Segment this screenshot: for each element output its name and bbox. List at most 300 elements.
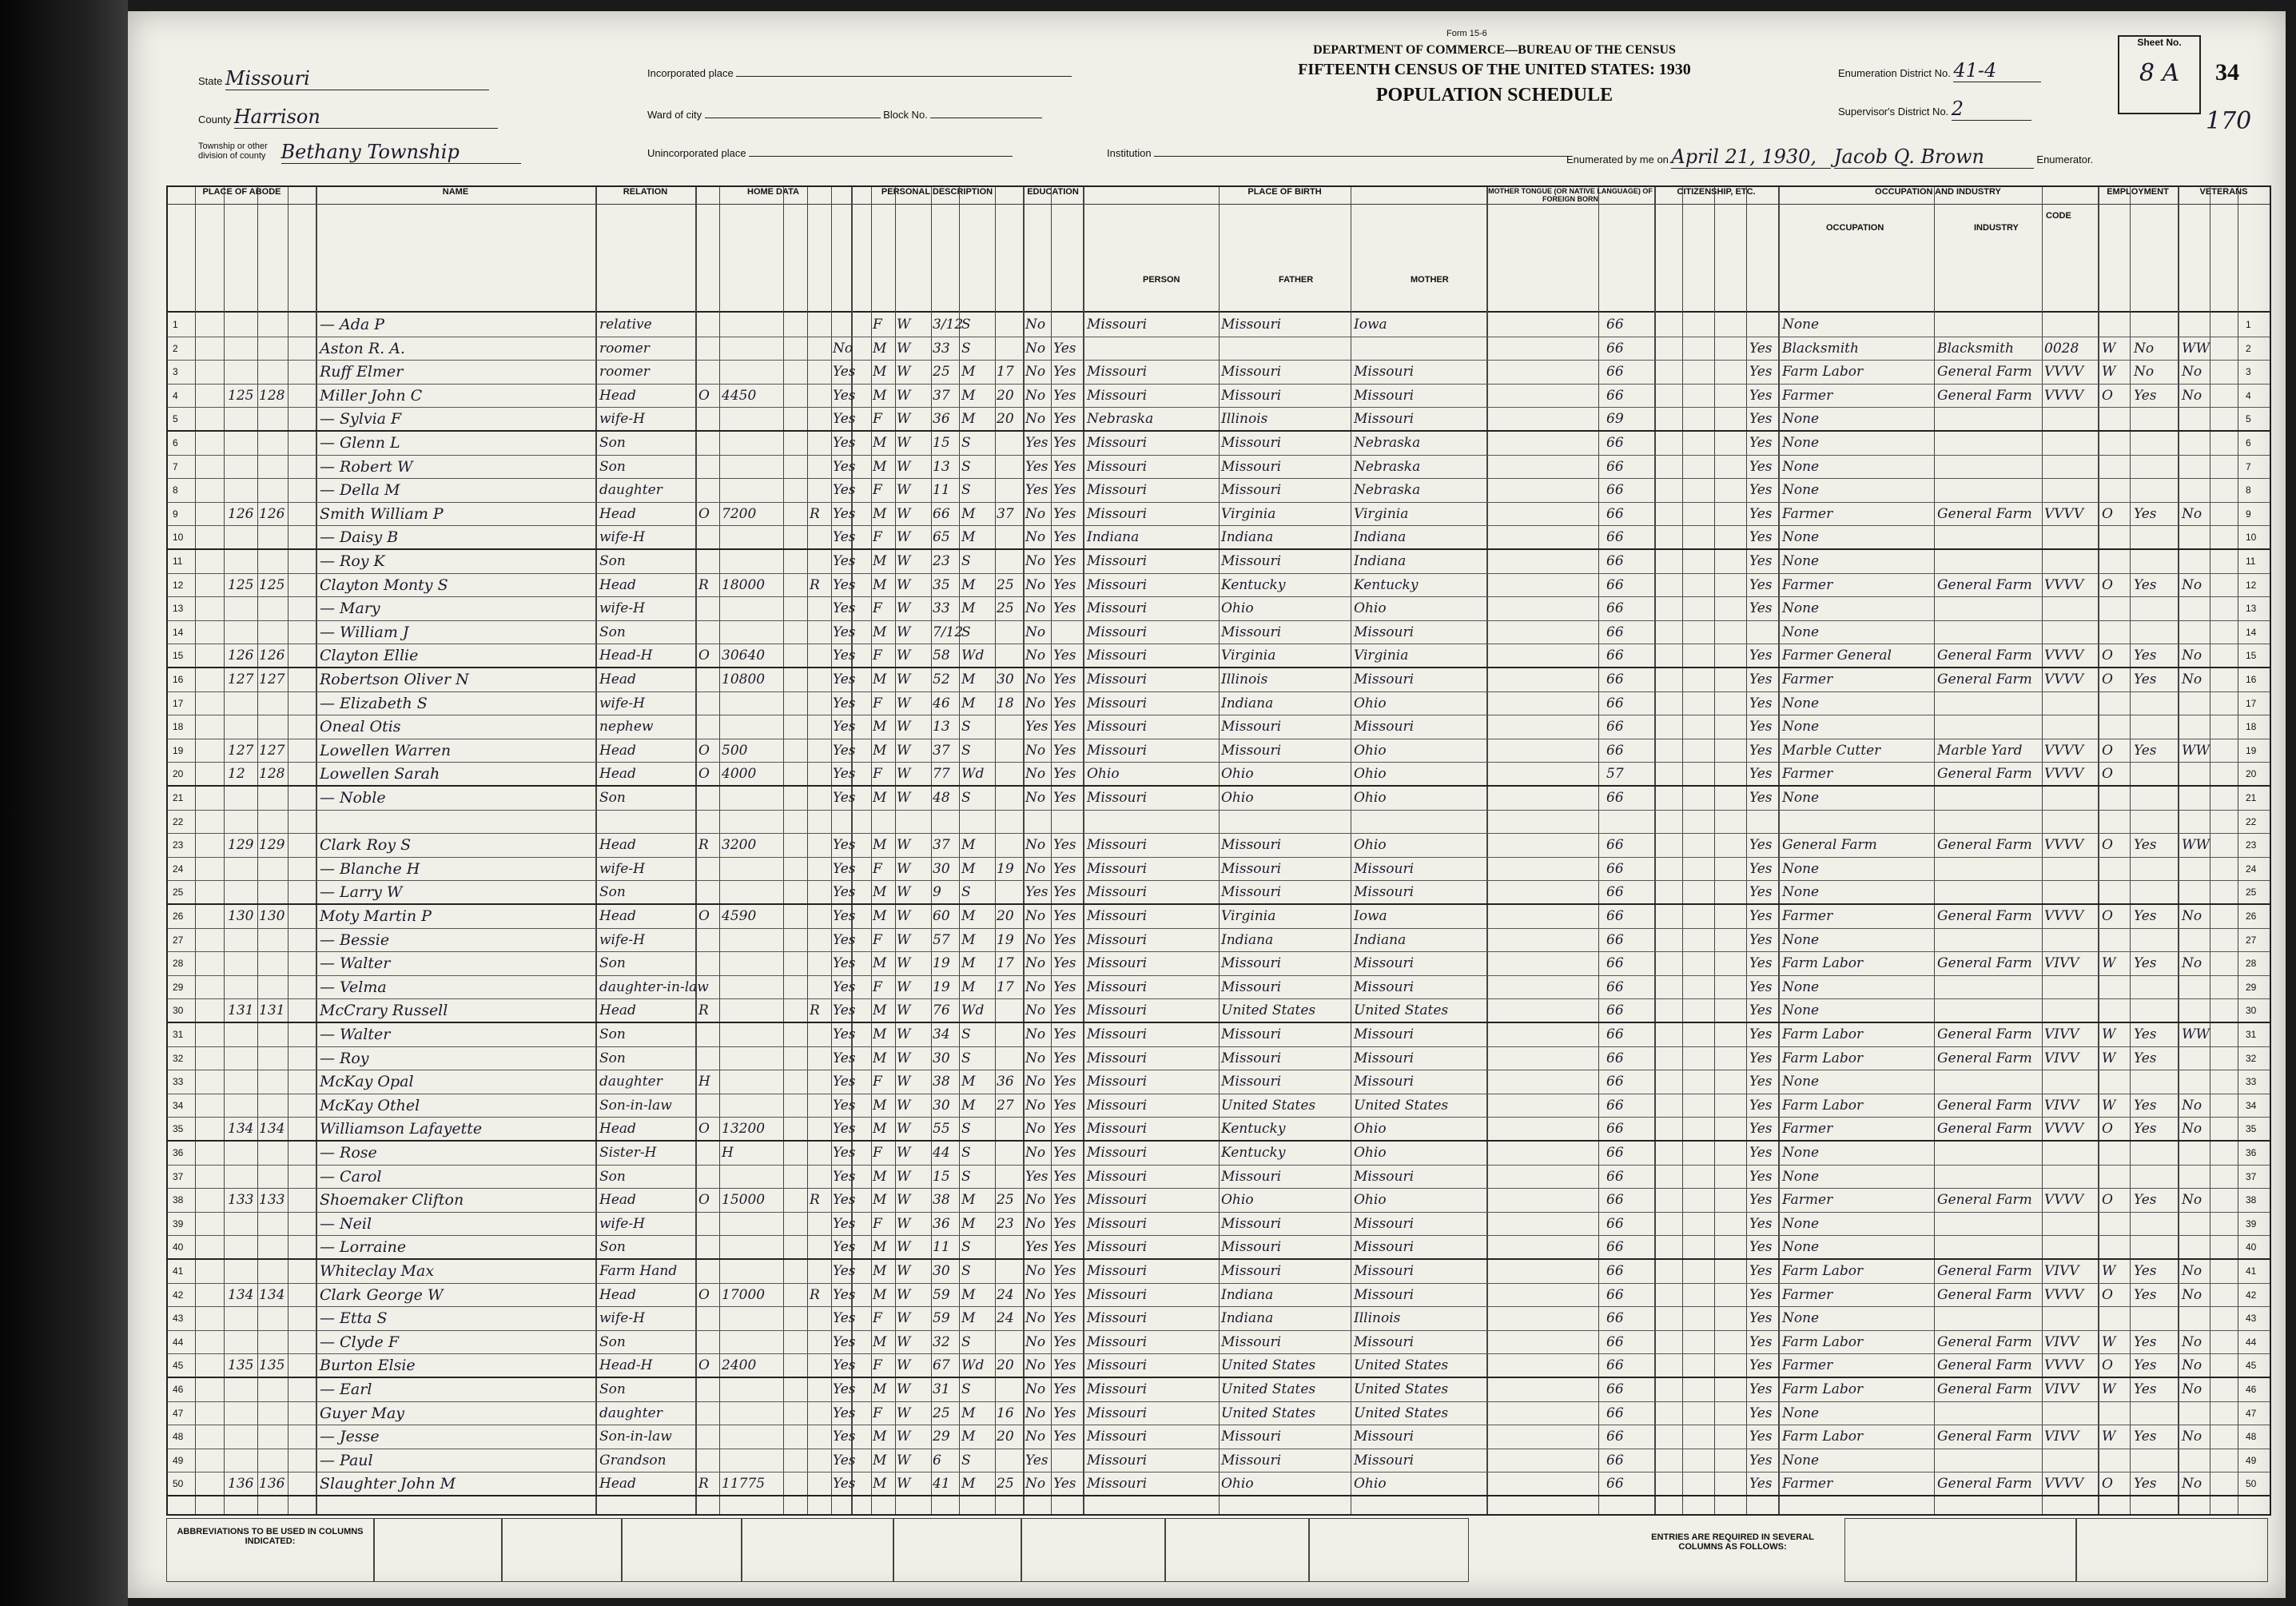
veteran-cell — [2182, 1213, 2209, 1236]
school-cell: No — [1025, 1097, 1046, 1114]
occupation-code-cell: VVVV — [2044, 671, 2084, 687]
class-of-worker-cell: O — [2102, 908, 2113, 924]
radio-set-cell — [810, 313, 830, 337]
age-at-marriage-cell — [997, 337, 1022, 361]
sex-cell: M — [873, 1263, 887, 1279]
sex-cell: F — [873, 1357, 882, 1374]
supervisor-label: Supervisor's District No. — [1838, 106, 1949, 118]
industry-cell — [1937, 456, 2041, 479]
industry-cell — [1937, 929, 2041, 952]
occupation-cell: Marble Cutter — [1782, 742, 1881, 759]
tongue-code-cell — [1606, 811, 1651, 834]
occupation-cell: Farm Labor — [1782, 1026, 1864, 1042]
dwelling-number-cell — [228, 1331, 256, 1354]
home-value-cell — [722, 526, 782, 548]
birthplace-mother-cell: Missouri — [1354, 1026, 1415, 1042]
sex-cell: M — [873, 1168, 887, 1185]
sex-cell: M — [873, 505, 887, 522]
birthplace-mother-cell: Illinois — [1354, 1310, 1401, 1327]
school-cell: No — [1025, 766, 1046, 783]
dwelling-number-cell: 126 — [228, 648, 254, 664]
home-value-cell: H — [722, 1145, 734, 1161]
speaks-english-cell: Yes — [1749, 860, 1773, 877]
home-value-cell — [722, 1166, 782, 1189]
occupation-code-cell — [2044, 858, 2097, 881]
birthplace-father-cell: Missouri — [1221, 884, 1282, 901]
can-read-cell: Yes — [1053, 576, 1076, 593]
dwelling-number-cell — [228, 976, 256, 999]
birthplace-father-cell: Kentucky — [1221, 1145, 1286, 1161]
race-cell: W — [897, 884, 911, 901]
line-number-right: 23 — [2246, 839, 2257, 851]
class-of-worker-cell: O — [2102, 837, 2113, 854]
birthplace-person-cell: Missouri — [1087, 790, 1148, 806]
relation-cell: Head — [599, 1286, 636, 1303]
relation-cell: roomer — [599, 340, 650, 357]
person-name-cell: — Walter — [320, 954, 391, 973]
school-cell: No — [1025, 908, 1046, 924]
speaks-english-cell: Yes — [1749, 1192, 1773, 1209]
birthplace-father-cell: Missouri — [1221, 978, 1282, 995]
sex-cell: M — [873, 435, 887, 451]
birthplace-mother-cell: Nebraska — [1354, 435, 1421, 451]
speaks-english-cell: Yes — [1749, 553, 1773, 569]
age-cell: 30 — [933, 860, 950, 877]
footer-box-9 — [1844, 1518, 2076, 1582]
home-value-cell: 15000 — [722, 1192, 766, 1209]
can-read-cell: Yes — [1053, 1476, 1076, 1492]
employed-cell — [2134, 1236, 2177, 1258]
age-at-marriage-cell: 20 — [997, 1357, 1014, 1374]
birthplace-mother-cell: United States — [1354, 1002, 1449, 1019]
relation-cell: Head-H — [599, 648, 653, 664]
sex-cell: F — [873, 1145, 882, 1161]
home-value-cell — [722, 787, 782, 810]
industry-cell: General Farm — [1937, 1192, 2032, 1209]
sex-cell: M — [873, 790, 887, 806]
school-cell: No — [1025, 695, 1046, 711]
veteran-cell: No — [2182, 1429, 2202, 1445]
age-cell: 25 — [933, 1405, 950, 1421]
industry-cell: Marble Yard — [1937, 742, 2023, 759]
employed-cell: No — [2134, 364, 2155, 381]
school-cell: Yes — [1025, 884, 1049, 901]
race-cell: W — [897, 908, 911, 924]
industry-cell — [1937, 1402, 2041, 1425]
occupation-cell: Farmer — [1782, 908, 1833, 924]
occupation-code-cell — [2044, 597, 2097, 620]
class-of-worker-cell — [2102, 929, 2129, 952]
age-cell: 36 — [933, 411, 950, 428]
person-name-cell: — Jesse — [320, 1428, 380, 1446]
dwelling-number-cell — [228, 597, 256, 620]
marital-status-cell: M — [961, 1215, 976, 1232]
can-read-cell: Yes — [1053, 458, 1076, 475]
can-read-cell — [1053, 621, 1082, 644]
family-number-cell — [259, 811, 287, 834]
tongue-code-cell: 66 — [1606, 1310, 1624, 1327]
age-cell: 44 — [933, 1145, 950, 1161]
sex-cell: F — [873, 600, 882, 617]
can-read-cell: Yes — [1053, 931, 1076, 948]
can-read-cell: Yes — [1053, 1429, 1076, 1445]
home-value-cell: 13200 — [722, 1121, 766, 1138]
on-farm-cell — [833, 313, 852, 337]
family-number-cell — [259, 1260, 287, 1283]
can-read-cell: Yes — [1053, 908, 1076, 924]
occupation-cell: Farmer — [1782, 576, 1833, 593]
employed-cell: Yes — [2134, 671, 2157, 687]
person-name-cell: McCrary Russell — [320, 1002, 448, 1020]
marital-status-cell: M — [961, 364, 976, 381]
tongue-code-cell: 66 — [1606, 671, 1624, 687]
birthplace-father-cell: United States — [1221, 1002, 1316, 1019]
on-farm-cell: Yes — [833, 790, 856, 806]
employed-cell — [2134, 408, 2177, 430]
home-owned-cell — [698, 929, 718, 952]
school-cell: No — [1025, 553, 1046, 569]
occupation-cell: Farmer — [1782, 505, 1833, 522]
race-cell: W — [897, 790, 911, 806]
birthplace-father-cell: Ohio — [1221, 600, 1254, 617]
line-number-right: 38 — [2246, 1194, 2257, 1206]
age-at-marriage-cell — [997, 432, 1022, 455]
age-at-marriage-cell: 20 — [997, 411, 1014, 428]
relation-cell: Head — [599, 387, 636, 404]
employed-cell: Yes — [2134, 648, 2157, 664]
occupation-cell: None — [1782, 860, 1820, 877]
race-cell: W — [897, 1381, 911, 1397]
person-name-cell: — Robert W — [320, 457, 413, 476]
veteran-cell — [2182, 479, 2209, 502]
ed-row — [1838, 59, 2041, 82]
speaks-english-cell — [1749, 811, 1777, 834]
race-cell: W — [897, 1074, 911, 1090]
ward-row — [647, 109, 1042, 122]
home-value-cell: 500 — [722, 742, 748, 759]
class-of-worker-cell — [2102, 1449, 2129, 1472]
table-row — [168, 1449, 2270, 1473]
home-owned-cell: O — [698, 742, 710, 759]
person-name-cell: — Rose — [320, 1144, 377, 1162]
family-number-cell: 127 — [259, 742, 285, 759]
race-cell: W — [897, 837, 911, 854]
school-cell: No — [1025, 790, 1046, 806]
table-row — [168, 526, 2270, 550]
speaks-english-cell: Yes — [1749, 766, 1773, 783]
on-farm-cell: Yes — [833, 624, 856, 640]
family-number-cell — [259, 432, 287, 455]
line-number: 9 — [173, 508, 178, 520]
table-row — [168, 811, 2270, 835]
birthplace-person-cell: Missouri — [1087, 624, 1148, 640]
employed-cell: No — [2134, 340, 2155, 357]
footer-box-7 — [1165, 1518, 1309, 1582]
dwelling-number-cell: 136 — [228, 1476, 254, 1492]
tongue-code-cell: 66 — [1606, 1286, 1624, 1303]
occupation-code-cell — [2044, 1402, 2097, 1425]
table-row — [168, 1094, 2270, 1118]
line-number-right: 7 — [2246, 460, 2251, 472]
school-cell: Yes — [1025, 719, 1049, 735]
person-name-cell: Lowellen Warren — [320, 741, 452, 759]
veteran-cell — [2182, 456, 2209, 479]
on-farm-cell: Yes — [833, 1097, 856, 1114]
table-row — [168, 1070, 2270, 1094]
occupation-code-cell — [2044, 1307, 2097, 1330]
birthplace-father-cell — [1221, 811, 1349, 834]
sex-cell: F — [873, 695, 882, 711]
class-of-worker-cell — [2102, 456, 2129, 479]
age-cell: 33 — [933, 600, 950, 617]
birthplace-father-cell: Indiana — [1221, 931, 1274, 948]
marital-status-cell: S — [961, 482, 971, 499]
birthplace-father-cell: Missouri — [1221, 1263, 1282, 1279]
occupation-code-cell — [2044, 1166, 2097, 1189]
county-value: Harrison — [234, 106, 498, 129]
marital-status-cell: M — [961, 955, 976, 972]
table-row — [168, 858, 2270, 882]
radio-set-cell — [810, 1166, 830, 1189]
occupation-code-cell: VIVV — [2044, 1381, 2079, 1397]
line-number: 49 — [173, 1454, 184, 1466]
class-of-worker-cell — [2102, 999, 2129, 1022]
family-number-cell — [259, 1070, 287, 1094]
township-value: Bethany Township — [281, 141, 521, 164]
race-cell: W — [897, 1286, 911, 1303]
can-read-cell: Yes — [1053, 790, 1076, 806]
occupation-cell: None — [1782, 1145, 1820, 1161]
tongue-code-cell: 66 — [1606, 1192, 1624, 1209]
employed-cell — [2134, 976, 2177, 999]
person-name-cell: Lowellen Sarah — [320, 765, 440, 783]
radio-set-cell: R — [810, 1192, 820, 1209]
person-name-cell — [320, 811, 591, 834]
age-at-marriage-cell — [997, 1166, 1022, 1189]
relation-cell: wife-H — [599, 600, 645, 617]
family-number-cell — [259, 858, 287, 881]
occupation-cell: Farm Labor — [1782, 1381, 1864, 1397]
employed-cell: Yes — [2134, 1429, 2157, 1445]
radio-set-cell — [810, 811, 830, 834]
line-number: 13 — [173, 603, 184, 615]
speaks-english-cell: Yes — [1749, 1452, 1773, 1469]
occupation-cell: None — [1782, 458, 1820, 475]
can-read-cell: Yes — [1053, 766, 1076, 783]
group-name: NAME — [316, 187, 595, 205]
line-number-right: 44 — [2246, 1336, 2257, 1348]
birthplace-mother-cell: Missouri — [1354, 1239, 1415, 1256]
birthplace-mother-cell: Nebraska — [1354, 458, 1421, 475]
line-number: 17 — [173, 697, 184, 709]
radio-set-cell — [810, 881, 830, 903]
occupation-cell: None — [1782, 482, 1820, 499]
veteran-cell: No — [2182, 1357, 2202, 1374]
class-of-worker-cell — [2102, 858, 2129, 881]
on-farm-cell: Yes — [833, 978, 856, 995]
birthplace-father-cell: Missouri — [1221, 1452, 1282, 1469]
tongue-code-cell: 66 — [1606, 908, 1624, 924]
race-cell: W — [897, 742, 911, 759]
dwelling-number-cell — [228, 1070, 256, 1094]
tongue-code-cell: 66 — [1606, 387, 1624, 404]
birthplace-father-cell: Missouri — [1221, 1333, 1282, 1350]
occupation-code-cell: VIVV — [2044, 1333, 2079, 1350]
occupation-code-cell: VVVV — [2044, 908, 2084, 924]
speaks-english-cell: Yes — [1749, 1381, 1773, 1397]
class-of-worker-cell — [2102, 526, 2129, 548]
table-row — [168, 1023, 2270, 1047]
on-farm-cell: Yes — [833, 1263, 856, 1279]
speaks-english-cell: Yes — [1749, 1215, 1773, 1232]
speaks-english-cell: Yes — [1749, 884, 1773, 901]
school-cell — [1025, 811, 1051, 834]
occupation-code-cell — [2044, 432, 2097, 455]
line-number-right: 11 — [2246, 556, 2256, 567]
employed-cell — [2134, 432, 2177, 455]
person-name-cell: — Clyde F — [320, 1333, 400, 1351]
home-value-cell: 10800 — [722, 671, 766, 687]
occupation-code-cell — [2044, 408, 2097, 430]
family-number-cell — [259, 337, 287, 361]
speaks-english-cell: Yes — [1749, 435, 1773, 451]
birthplace-person-cell: Indiana — [1087, 529, 1140, 546]
on-farm-cell: Yes — [833, 1286, 856, 1303]
tongue-code-cell: 66 — [1606, 600, 1624, 617]
school-cell: No — [1025, 837, 1046, 854]
on-farm-cell: Yes — [833, 1050, 856, 1066]
industry-cell — [1937, 597, 2041, 620]
home-value-cell — [722, 1402, 782, 1425]
class-of-worker-cell — [2102, 1213, 2129, 1236]
footer-box-10 — [2076, 1518, 2268, 1582]
veteran-cell — [2182, 763, 2209, 785]
birthplace-mother-cell: Missouri — [1354, 624, 1415, 640]
on-farm-cell: Yes — [833, 1026, 856, 1042]
line-number: 19 — [173, 744, 184, 756]
marital-status-cell: S — [961, 1050, 971, 1066]
birthplace-person-cell: Missouri — [1087, 1097, 1148, 1114]
age-at-marriage-cell — [997, 1236, 1022, 1258]
radio-set-cell — [810, 1402, 830, 1425]
birthplace-person-cell: Missouri — [1087, 1429, 1148, 1445]
birthplace-father-cell: Missouri — [1221, 1050, 1282, 1066]
school-cell: No — [1025, 1263, 1046, 1279]
home-value-cell — [722, 456, 782, 479]
employed-cell — [2134, 692, 2177, 715]
person-name-cell: — Blanche H — [320, 859, 420, 878]
tongue-code-cell: 66 — [1606, 790, 1624, 806]
family-number-cell: 127 — [259, 671, 285, 687]
birthplace-father-cell: Missouri — [1221, 1074, 1282, 1090]
marital-status-cell: M — [961, 671, 976, 687]
occupation-code-cell: VVVV — [2044, 837, 2084, 854]
speaks-english-cell: Yes — [1749, 908, 1773, 924]
industry-cell — [1937, 1449, 2041, 1472]
marital-status-cell: S — [961, 317, 971, 333]
age-at-marriage-cell — [997, 811, 1022, 834]
line-number: 10 — [173, 532, 184, 544]
race-cell: W — [897, 766, 911, 783]
sex-cell: M — [873, 884, 887, 901]
speaks-english-cell: Yes — [1749, 1239, 1773, 1256]
line-number-right: 33 — [2246, 1076, 2257, 1088]
class-of-worker-cell — [2102, 621, 2129, 644]
radio-set-cell — [810, 1236, 830, 1258]
occupation-code-cell: VVVV — [2044, 1476, 2084, 1492]
can-read-cell: Yes — [1053, 1381, 1076, 1397]
person-name-cell: Shoemaker Clifton — [320, 1191, 464, 1209]
enumerator-name: Jacob Q. Brown — [1834, 145, 2034, 169]
occupation-cell: Farmer — [1782, 1286, 1833, 1303]
veteran-cell: No — [2182, 1097, 2202, 1114]
line-number: 35 — [173, 1123, 184, 1135]
state-row — [198, 67, 489, 90]
birthplace-father-cell: Missouri — [1221, 435, 1282, 451]
line-number: 11 — [173, 556, 183, 567]
industry-cell — [1937, 976, 2041, 999]
marital-status-cell: S — [961, 1145, 971, 1161]
school-cell: No — [1025, 1381, 1046, 1397]
age-at-marriage-cell: 17 — [997, 978, 1014, 995]
table-row — [168, 1142, 2270, 1166]
table-row — [168, 905, 2270, 929]
table-row — [168, 1118, 2270, 1142]
age-at-marriage-cell: 37 — [997, 505, 1014, 522]
school-cell: No — [1025, 1002, 1046, 1019]
employed-cell: Yes — [2134, 1381, 2157, 1397]
line-number-right: 26 — [2246, 911, 2257, 922]
subhead-mother: MOTHER — [1411, 275, 1449, 285]
age-at-marriage-cell: 20 — [997, 1429, 1014, 1445]
line-number: 30 — [173, 1005, 184, 1017]
line-number: 31 — [173, 1029, 184, 1040]
speaks-english-cell: Yes — [1749, 1026, 1773, 1042]
home-owned-cell — [698, 456, 718, 479]
class-of-worker-cell: W — [2102, 1263, 2116, 1279]
home-value-cell — [722, 1307, 782, 1330]
line-number-right: 2 — [2246, 342, 2251, 354]
line-number-right: 10 — [2246, 532, 2257, 544]
family-number-cell — [259, 952, 287, 975]
birthplace-person-cell: Missouri — [1087, 387, 1148, 404]
veteran-cell — [2182, 313, 2209, 337]
employed-cell — [2134, 313, 2177, 337]
can-read-cell — [1053, 811, 1082, 834]
age-cell: 35 — [933, 576, 950, 593]
person-name-cell: — Bessie — [320, 931, 390, 949]
birthplace-father-cell: Illinois — [1221, 411, 1268, 428]
home-owned-cell — [698, 858, 718, 881]
birthplace-mother-cell: Iowa — [1354, 908, 1387, 924]
person-name-cell: — Mary — [320, 600, 380, 618]
age-at-marriage-cell — [997, 1260, 1022, 1283]
relation-cell: wife-H — [599, 1215, 645, 1232]
birthplace-person-cell: Missouri — [1087, 364, 1148, 381]
can-read-cell: Yes — [1053, 1405, 1076, 1421]
sex-cell: F — [873, 766, 882, 783]
occupation-code-cell: VVVV — [2044, 387, 2084, 404]
line-number-right: 24 — [2246, 863, 2257, 875]
line-number: 5 — [173, 413, 178, 425]
home-owned-cell — [698, 1094, 718, 1118]
occupation-cell: Farm Labor — [1782, 1097, 1864, 1114]
race-cell: W — [897, 1002, 911, 1019]
age-cell: 30 — [933, 1263, 950, 1279]
home-owned-cell: R — [698, 1476, 709, 1492]
sex-cell: M — [873, 576, 887, 593]
occupation-cell: Blacksmith — [1782, 340, 1859, 357]
